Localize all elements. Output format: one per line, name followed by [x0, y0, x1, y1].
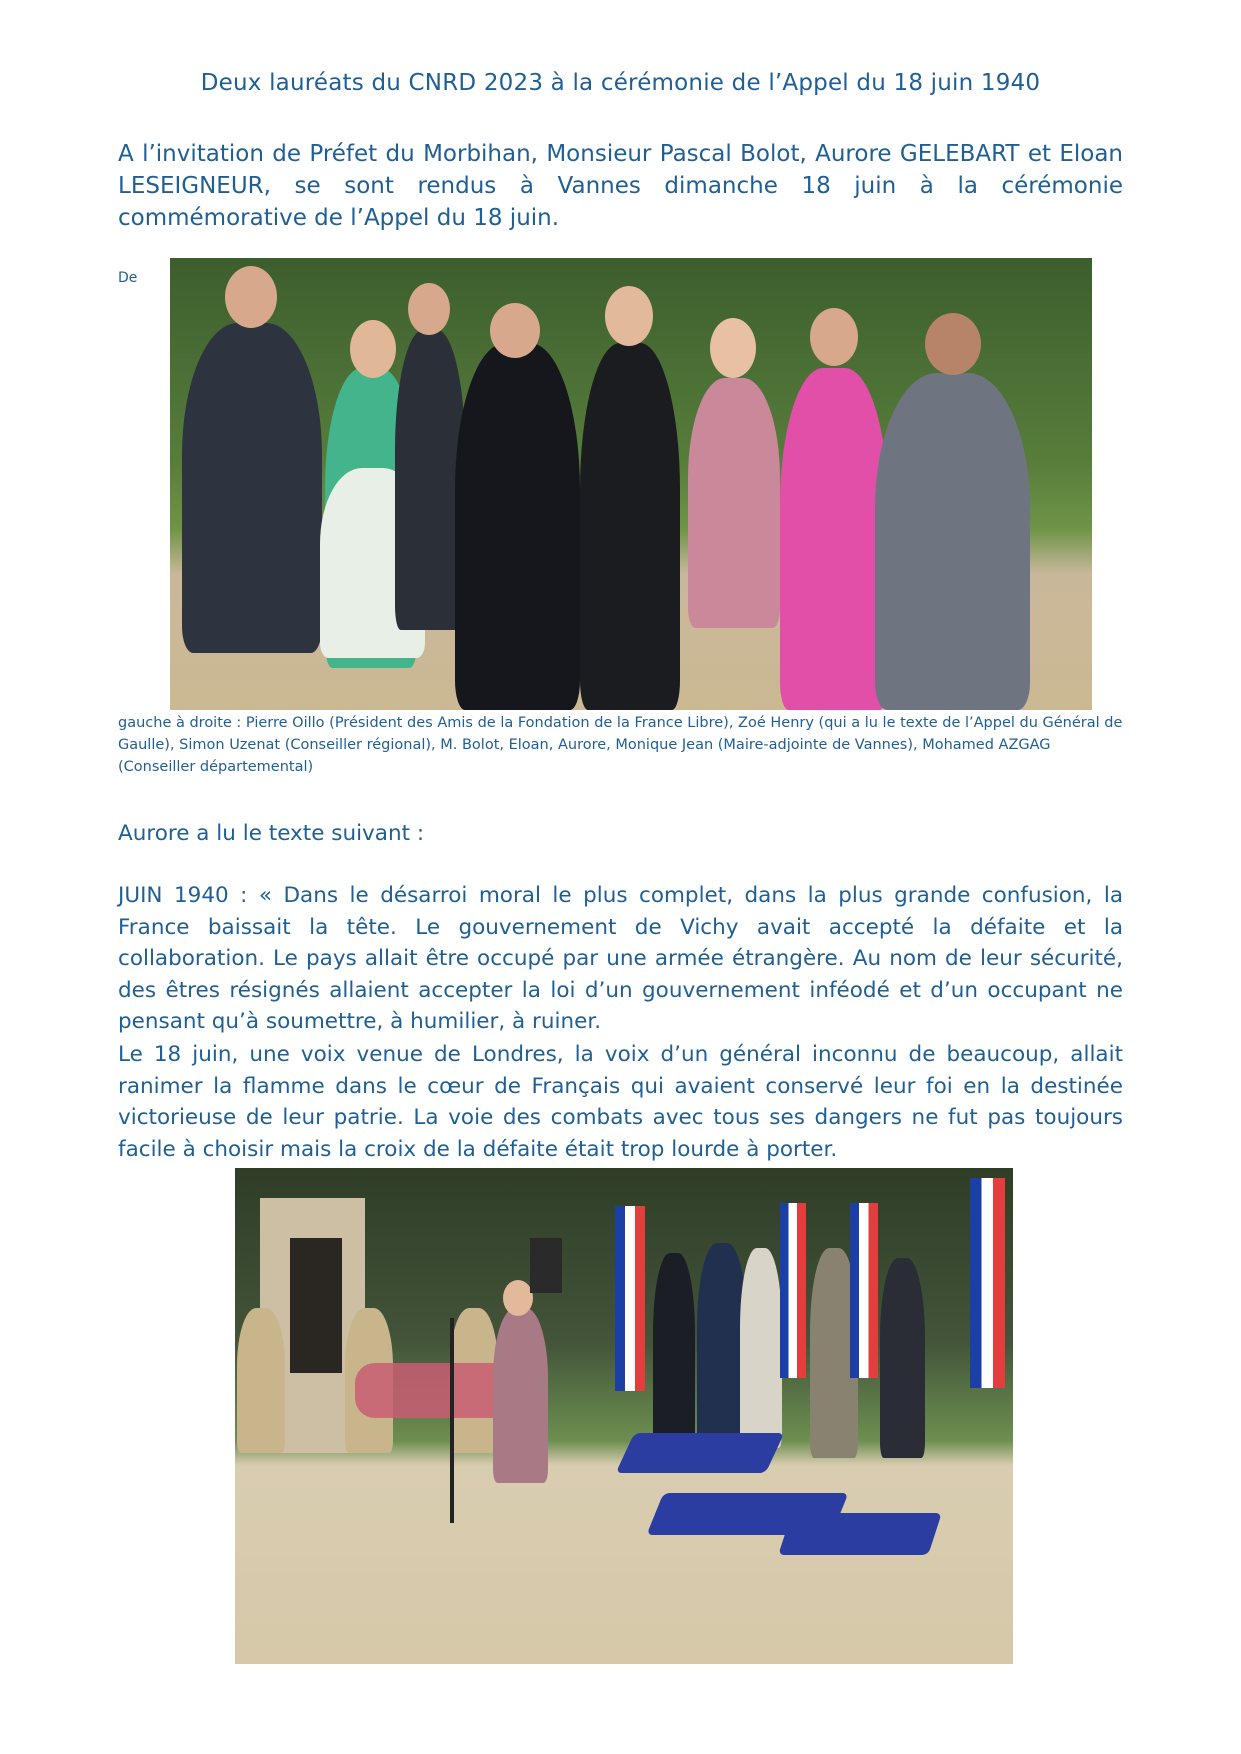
- flag: [970, 1178, 1005, 1388]
- bench: [778, 1513, 942, 1555]
- microphone-stand: [450, 1318, 454, 1523]
- person-silhouette: [580, 343, 680, 710]
- ceremony-photo: [235, 1168, 1013, 1664]
- flag: [615, 1206, 645, 1391]
- page-title: Deux lauréats du CNRD 2023 à la cérémonie de l’Appel du 18 juin 1940: [200, 70, 1041, 96]
- text-paragraph-2: Le 18 juin, une voix venue de Londres, la voix d’un général inconnu de beaucoup, allait ranimer la flamme dans le cœur de Français qui avaient conservé leur foi en la destinée victorieuse de leur patrie. La voie des combats avec tous ses dangers ne fut pas toujours facile à choisir mais la croix de la défaite était trop lourde à porter.: [118, 1042, 1123, 1162]
- caption-start: De: [118, 270, 138, 286]
- speaker: [530, 1238, 562, 1293]
- person-silhouette: [653, 1253, 695, 1453]
- person-silhouette: [455, 343, 580, 710]
- memorial-plaque: [290, 1238, 342, 1373]
- group-photo: [170, 258, 1092, 710]
- flag: [850, 1203, 878, 1378]
- photo-caption: gauche à droite : Pierre Oillo (Président des Amis de la Fondation de la France Libre), Zoé Henry (qui a lu le texte de l’Appel du Général de Gaulle), Simon Uzenat (Conseiller régional), M. Bolot, Eloan, Aurore, Monique Jean (Maire-adjointe de Vannes), Mohamed AZGAG (Conseiller départemental): [118, 715, 1123, 775]
- person-silhouette: [875, 373, 1030, 710]
- person-silhouette: [237, 1308, 285, 1453]
- bench: [616, 1433, 785, 1473]
- person-silhouette: [493, 1308, 548, 1483]
- flag: [780, 1203, 806, 1378]
- person-silhouette: [182, 323, 322, 653]
- person-silhouette: [688, 378, 780, 628]
- intro-paragraph: A l’invitation de Préfet du Morbihan, Monsieur Pascal Bolot, Aurore GELEBART et Eloan LESEIGNEUR, se sont rendus à Vannes dimanche 18 juin à la cérémonie commémorative de l’Appel du 18 juin.: [118, 141, 1123, 231]
- text-paragraph-1: JUIN 1940 : « Dans le désarroi moral le plus complet, dans la plus grande confusion, la France baissait la tête. Le gouvernement de Vichy avait accepté la défaite et la collaboration. Le pays allait être occupé par une armée étrangère. Au nom de leur sécurité, des êtres résignés allaient accepter la loi d’un gouvernement inféodé et d’un occupant ne pensant qu’à soumettre, à humilier, à ruiner.: [118, 883, 1123, 1034]
- person-silhouette: [740, 1248, 782, 1448]
- person-silhouette: [880, 1258, 925, 1458]
- person-silhouette: [780, 368, 888, 710]
- aurore-line: Aurore a lu le texte suivant :: [118, 821, 425, 846]
